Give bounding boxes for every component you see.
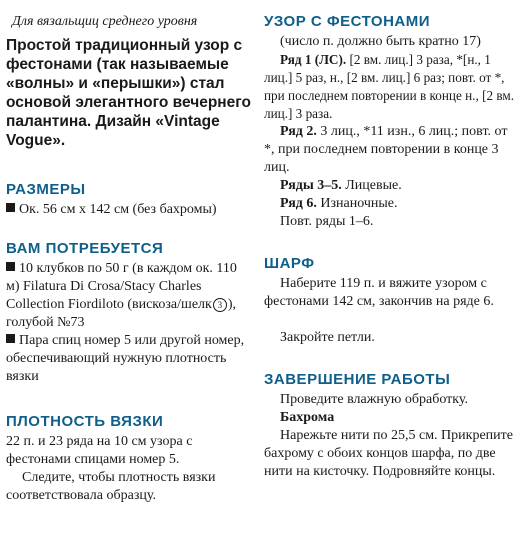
pattern-heading: УЗОР С ФЕСТОНАМИ	[264, 13, 431, 30]
gauge-text: 22 п. и 23 ряда на 10 см узора с фестонами спицами номер 5.	[6, 434, 193, 467]
skill-level: Для вязальщиц среднего уровня	[12, 14, 198, 29]
bullet-square-icon	[6, 203, 15, 212]
scarf-close: Закройте петли.	[280, 330, 375, 345]
finishing-text: Проведите влажную обработку.	[280, 392, 468, 407]
row-1-text: [2 вм. лиц.] 3 раза, *[н., 1 лиц.] 5 раз, н., [2 вм. лиц.] 6 раз; повт. от *, при последнем повторении в конце н., [2 вм. лиц.] 3 раза.	[264, 52, 515, 121]
bullet-square-icon	[6, 334, 15, 343]
pattern-row-6	[264, 195, 514, 213]
needles-text: Пара спиц номер 5 или другой номер, обеспечивающий нужную плотность вязки	[6, 333, 245, 384]
fringe-text: Нарежьте нити по 25,5 см. Прикрепите бахрому с обоих концов шарфа, по две нити на кисточку. Подровняйте концы.	[264, 428, 513, 479]
row-6-text: Изнаночные.	[320, 196, 398, 211]
yarn-tail: ), голубой №73	[6, 297, 236, 330]
materials-yarn	[6, 260, 252, 332]
yarn-text: 10 клубков по 50 г (в каждом ок. 110 м) Filatura Di Crosa/Stacy Charles Collection Fiordiloto (вискоза/шелк	[6, 261, 237, 312]
row-2-label: Ряд 2.	[280, 124, 317, 139]
pattern-row-2	[264, 123, 514, 177]
bullet-square-icon	[6, 262, 15, 271]
rows-3-5-text: Лицевые.	[345, 178, 402, 193]
rows-3-5-label: Ряды 3–5.	[280, 178, 342, 193]
scarf-heading: ШАРФ	[264, 255, 315, 272]
pattern-subheading: (число п. должно быть кратно 17)	[280, 34, 481, 49]
gauge-note: Следите, чтобы плотность вязки соответствовала образцу.	[6, 470, 216, 503]
sizes-text	[6, 201, 252, 219]
row-1-label: Ряд 1 (ЛС).	[280, 52, 347, 67]
pattern-row-1	[264, 51, 514, 123]
materials-heading: ВАМ ПОТРЕБУЕТСЯ	[6, 240, 164, 257]
pattern-repeat: Повт. ряды 1–6.	[280, 214, 374, 229]
row-6-label: Ряд 6.	[280, 196, 317, 211]
gauge-heading: ПЛОТНОСТЬ ВЯЗКИ	[6, 413, 164, 430]
fringe-label: Бахрома	[280, 410, 335, 425]
pattern-rows-3-5	[264, 177, 514, 195]
finishing-heading: ЗАВЕРШЕНИЕ РАБОТЫ	[264, 371, 451, 388]
sizes-heading: РАЗМЕРЫ	[6, 181, 86, 198]
row-2-text: 3 лиц., *11 изн., 6 лиц.; повт. от *, при последнем повторении в конце 3 лиц.	[264, 124, 508, 175]
yarn-weight-symbol-icon: 3	[213, 298, 227, 312]
intro-paragraph: Простой традиционный узор с фестонами (так называемые «волны» и «перышки») стал основой элегантного вечернего палантина. Дизайн «Vintage Vogue».	[6, 37, 252, 149]
sizes-value: Ок. 56 см х 142 см (без бахромы)	[19, 202, 217, 217]
scarf-text: Наберите 119 п. и вяжите узором с фестонами 142 см, закончив на ряде 6.	[264, 276, 494, 309]
materials-needles	[6, 332, 252, 386]
